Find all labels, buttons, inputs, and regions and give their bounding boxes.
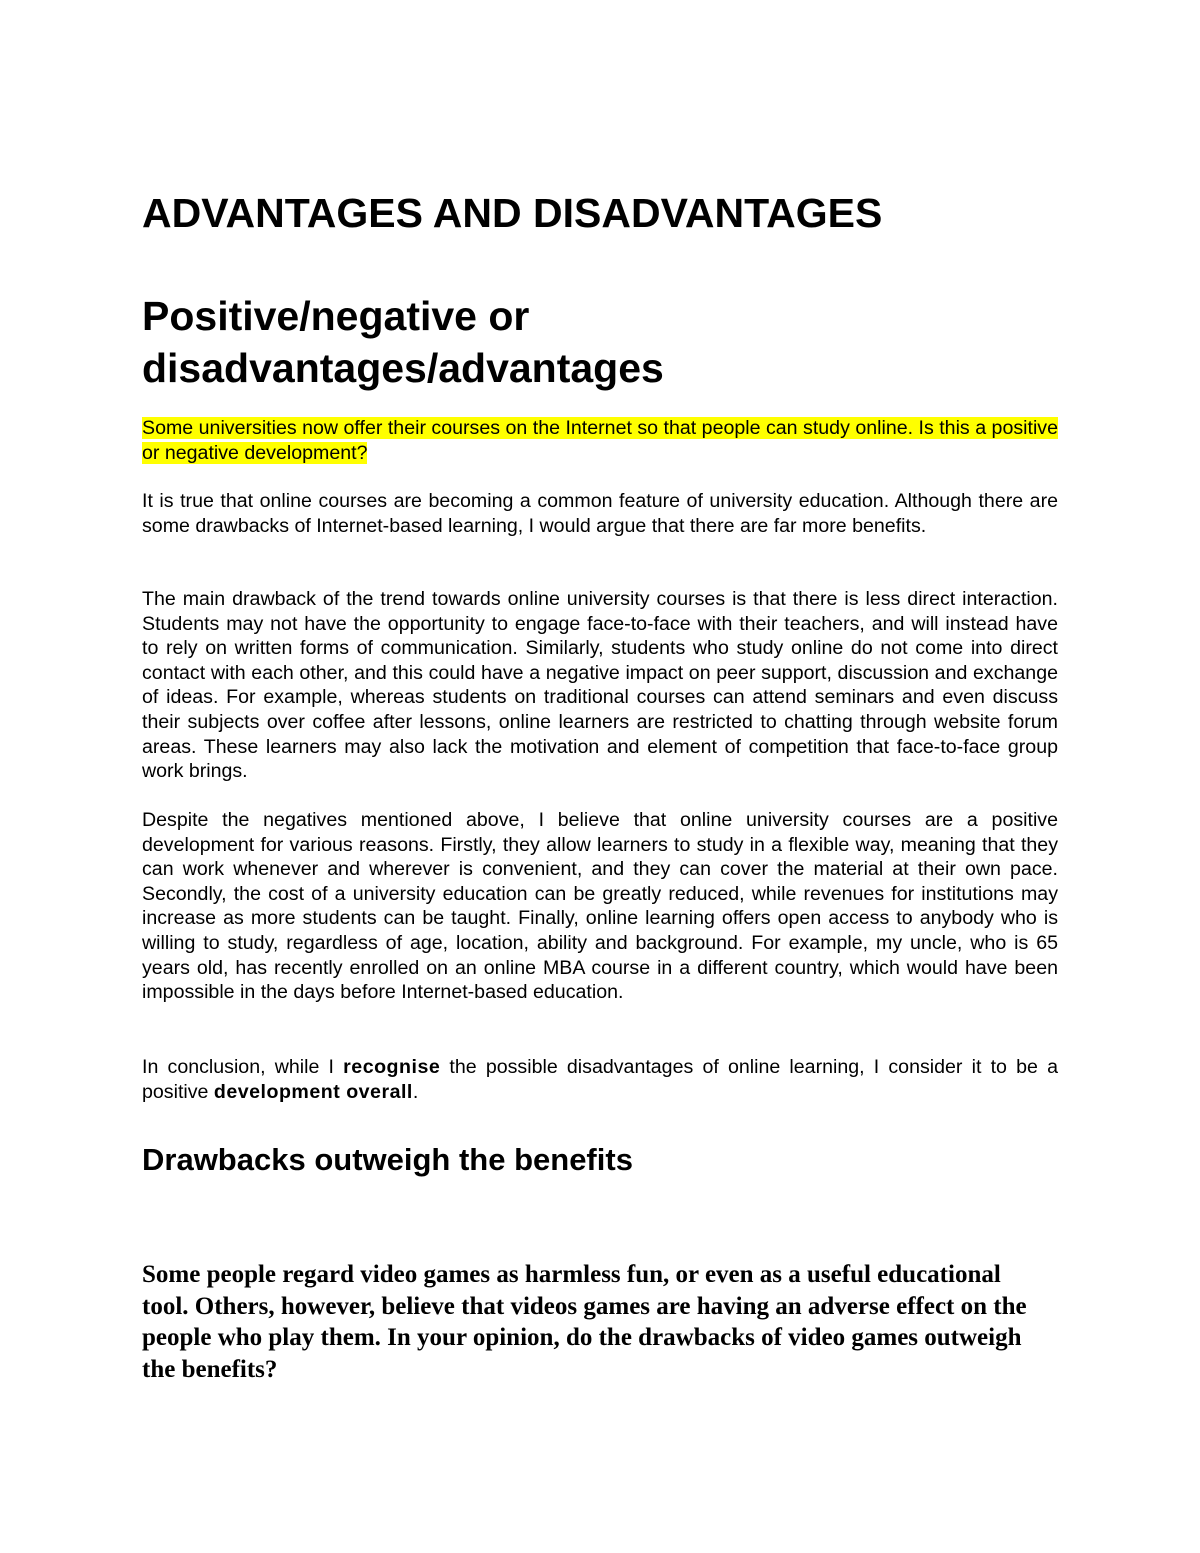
intro-paragraph: It is true that online courses are becoming a common feature of university education. Although there are some drawbacks of Internet-based learning, I would argue that there are far more benefits. xyxy=(142,490,1058,537)
conclusion-text-3: . xyxy=(412,1080,419,1103)
conclusion-paragraph xyxy=(142,1055,1058,1104)
essay-question-video-games: Some people regard video games as harmless fun, or even as a useful educational tool. Others, however, believe that videos games are having an adverse effect on the people who play them. In your opinion, do the drawbacks of video games outweigh the benefits? xyxy=(142,1261,1027,1383)
section-heading-drawbacks: Drawbacks outweigh the benefits xyxy=(142,1142,633,1177)
conclusion-bold-development: development overall xyxy=(213,1080,413,1103)
body-paragraph-benefits: Despite the negatives mentioned above, I believe that online university courses are a positive development for various reasons. Firstly, they allow learners to study in a flexible way, meaning that they can work whenever and wherever is convenient, and they can cover the material at their own pace. Secondly, the cost of a university education can be greatly reduced, while revenues for institutions may increase as more students can be taught. Finally, online learning offers open access to anybody who is willing to study, regardless of age, location, ability and background. For example, my uncle, who is 65 years old, has recently enrolled on an online MBA course in a different country, which would have been impossible in the days before Internet-based education. xyxy=(142,809,1058,1004)
conclusion-text-2: the possible disadvantages of online learning, I consider it to be a positive xyxy=(142,1056,1058,1103)
body-paragraph-drawbacks: The main drawback of the trend towards online university courses is that there is less direct interaction. Students may not have the opportunity to engage face-to-face with their teachers, and will instead have to rely on written forms of communication. Similarly, students who study online do not come into direct contact with each other, and this could have a negative impact on peer support, discussion and exchange of ideas. For example, whereas students on traditional courses can attend seminars and even discuss their subjects over coffee after lessons, online learners are restricted to chatting through website forum areas. These learners may also lack the motivation and element of competition that face-to-face group work brings. xyxy=(142,588,1058,783)
essay-question-highlighted xyxy=(142,416,1058,465)
question-text: Some universities now offer their courses on the Internet so that people can study online. Is this a positive or negative development? xyxy=(142,417,1058,464)
section-heading-positive-negative: Positive/negative or disadvantages/advantages xyxy=(142,293,664,391)
document-title: ADVANTAGES AND DISADVANTAGES xyxy=(142,190,883,236)
conclusion-text-1: In conclusion, while I xyxy=(142,1056,344,1078)
conclusion-bold-recognise: recognise xyxy=(343,1056,441,1078)
